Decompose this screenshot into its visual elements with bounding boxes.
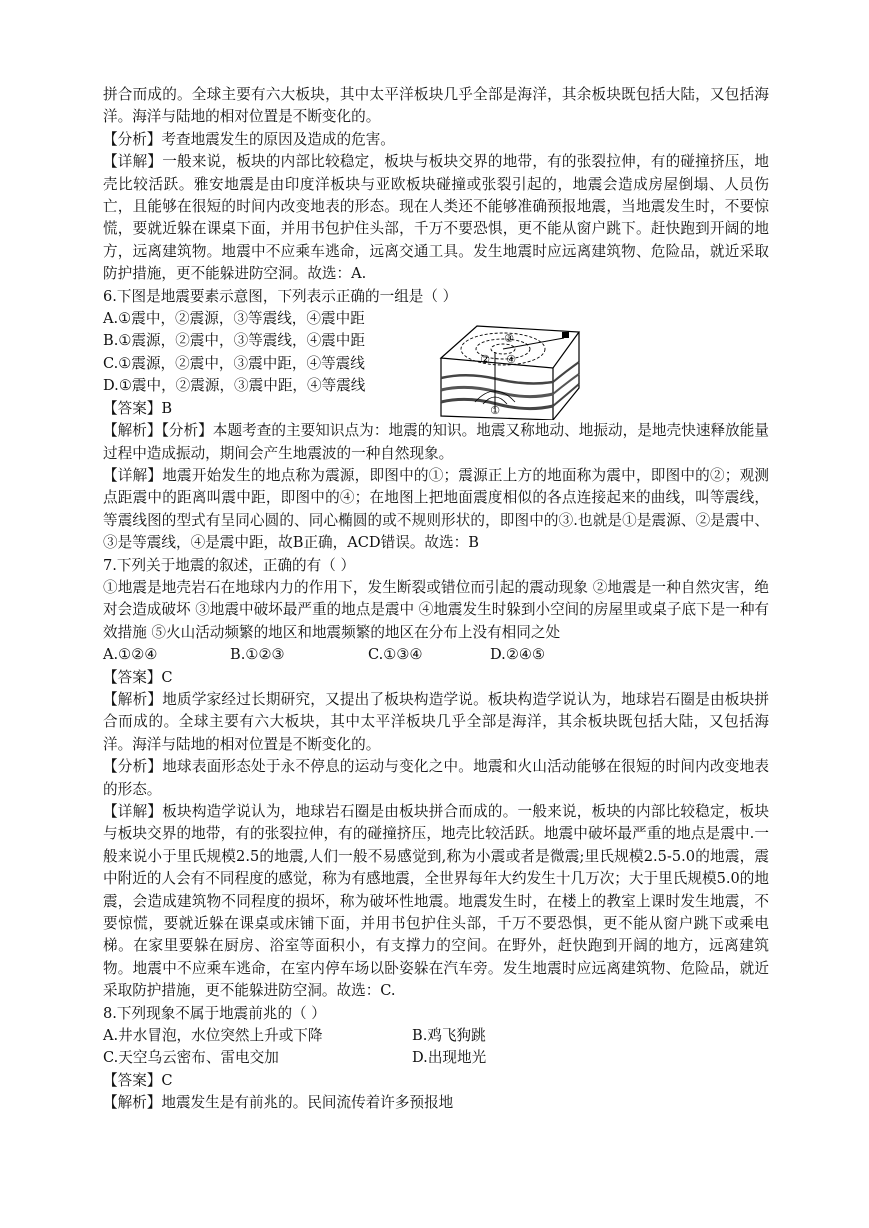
q8-options-row-2 bbox=[103, 1047, 769, 1069]
q8-option-a: A.井水冒泡，水位突然上升或下降 bbox=[103, 1027, 323, 1045]
q7-options bbox=[103, 644, 769, 666]
q8-option-d: D.出现地光 bbox=[412, 1049, 487, 1067]
q7-detail: 【详解】板块构造学说认为，地球岩石圈是由板块拼合而成的。一般来说，板块的内部比较稳定，板块与板块交界的地带，有的张裂拉伸，有的碰撞挤压，地壳比较活跃。地震中破坏最严重的地点是震中.一般来说小于里氏规模2.5的地震,人们一般不易感觉到,称为小震或者是微震;里氏规模2.5-5.0的地震，震中附近的人会有不同程度的感觉，称为有感地震，全世界每年大约发生十几万次；大于里氏规模5.0的地震，会造成建筑物不同程度的损坏，称为破坏性地震。地震发生时，在楼上的教室上课时发生地震，不要惊慌，要就近躲在课桌或床铺下面，并用书包护住头部，千万不要恐惧，更不能从窗户跳下或乘电梯。在家里要躲在厨房、浴室等面积小，有支撑力的空间。在野外，赶快跑到开阔的地方，远离建筑物。地震中不应乘车逃命，在室内停车场以卧姿躲在汽车旁。发生地震时应远离建筑物、危险品，就近采取防护措施，更不能躲进防空洞。故选：C. bbox=[103, 802, 769, 1000]
q8-options-row-1 bbox=[103, 1025, 769, 1047]
q6-analysis: 【解析】【分析】本题考查的主要知识点为：地震的知识。地震又称地动、地振动，是地壳快速释放能量过程中造成振动，期间会产生地震波的一种自然现象。 bbox=[103, 422, 769, 462]
q7-option-c: C.①③④ bbox=[368, 646, 423, 664]
intro-analysis: 【分析】考查地震发生的原因及造成的危害。 bbox=[103, 130, 395, 148]
intro-paragraph: 拼合而成的。全球主要有六大板块，其中太平洋板块几乎全部是海洋，其余板块既包括大陆，又包括海洋。海洋与陆地的相对位置是不断变化的。 bbox=[103, 86, 769, 126]
label-1: ① bbox=[490, 404, 500, 417]
q7-option-a: A.①②④ bbox=[103, 646, 158, 664]
q8-option-b: B.鸡飞狗跳 bbox=[412, 1027, 486, 1045]
q6-option-a: A.①震中，②震源，③等震线，④震中距 bbox=[103, 310, 365, 328]
q6-option-c: C.①震源，②震中，③震中距，④等震线 bbox=[103, 354, 365, 372]
label-2: ② bbox=[480, 353, 490, 366]
q8-option-c: C.天空乌云密布、雷电交加 bbox=[103, 1049, 279, 1067]
label-4: ④ bbox=[506, 353, 516, 366]
label-3: ③ bbox=[504, 332, 514, 345]
q7-option-d: D.②④⑤ bbox=[490, 646, 546, 664]
q7-stem: 7.下列关于地震的叙述，正确的有（ ） bbox=[103, 556, 356, 574]
earthquake-elements-diagram bbox=[437, 322, 583, 420]
q7-analysis-2: 【分析】地球表面形态处于永不停息的运动与变化之中。地震和火山活动能够在很短的时间内改变地表的形态。 bbox=[103, 758, 769, 798]
q7-option-b: B.①②③ bbox=[230, 646, 285, 664]
q6-stem: 6.下图是地震要素示意图，下列表示正确的一组是（ ） bbox=[103, 287, 458, 305]
q6-detail: 【详解】地震开始发生的地点称为震源，即图中的①；震源正上方的地面称为震中，即图中的②；观测点距震中的距离叫震中距，即图中的④；在地图上把地面震度相似的各点连接起来的曲线，叫等震线，等震线图的型式有呈同心圆的、同心椭圆的或不规则形状的，即图中的③.也就是①是震源、②是震中、③是等震线，④是震中距，故B正确，ACD错误。故选：B bbox=[103, 466, 769, 552]
q8-stem: 8.下列现象不属于地震前兆的（ ） bbox=[103, 1004, 326, 1022]
intro-detail: 【详解】一般来说，板块的内部比较稳定，板块与板块交界的地带，有的张裂拉伸，有的碰撞挤压，地壳比较活跃。雅安地震是由印度洋板块与亚欧板块碰撞或张裂引起的，地震会造成房屋倒塌、人员伤亡，且能够在很短的时间内改变地表的形态。现在人类还不能够准确预报地震，当地震发生时，不要惊慌，要就近躲在课桌下面，并用书包护住头部，千万不要恐惧，更不能从窗户跳下。赶快跑到开阔的地方，远离建筑物。地震中不应乘车逃命，远离交通工具。发生地震时应远离建筑物、危险品，就近采取防护措施，更不能躲进防空洞。故选：A. bbox=[103, 153, 769, 283]
q8-analysis: 【解析】地震发生是有前兆的。民间流传着许多预报地 bbox=[103, 1094, 454, 1112]
q7-analysis: 【解析】地质学家经过长期研究，又提出了板块构造学说。板块构造学说认为，地球岩石圈是由板块拼合而成的。全球主要有六大板块，其中太平洋板块几乎全部是海洋，其余板块既包括大陆，又包括海洋。海洋与陆地的相对位置是不断变化的。 bbox=[103, 690, 769, 753]
q6-answer: 【答案】B bbox=[103, 399, 173, 417]
q6-option-d: D.①震中，②震源，③震中距，④等震线 bbox=[103, 377, 366, 395]
q6-option-b: B.①震源，②震中，③等震线，④震中距 bbox=[103, 332, 365, 350]
q7-statements: ①地震是地壳岩石在地球内力的作用下，发生断裂或错位而引起的震动现象 ②地震是一种自然灾害，绝对会造成破坏 ③地震中破坏最严重的地点是震中 ④地震发生时躲到小空间的房屋里或桌子底下是一种有效措施 ⑤火山活动频繁的地区和地震频繁的地区在分布上没有相同之处 bbox=[103, 578, 770, 641]
text-body bbox=[103, 84, 769, 1115]
q8-answer: 【答案】C bbox=[103, 1071, 173, 1089]
q7-answer: 【答案】C bbox=[103, 668, 173, 686]
